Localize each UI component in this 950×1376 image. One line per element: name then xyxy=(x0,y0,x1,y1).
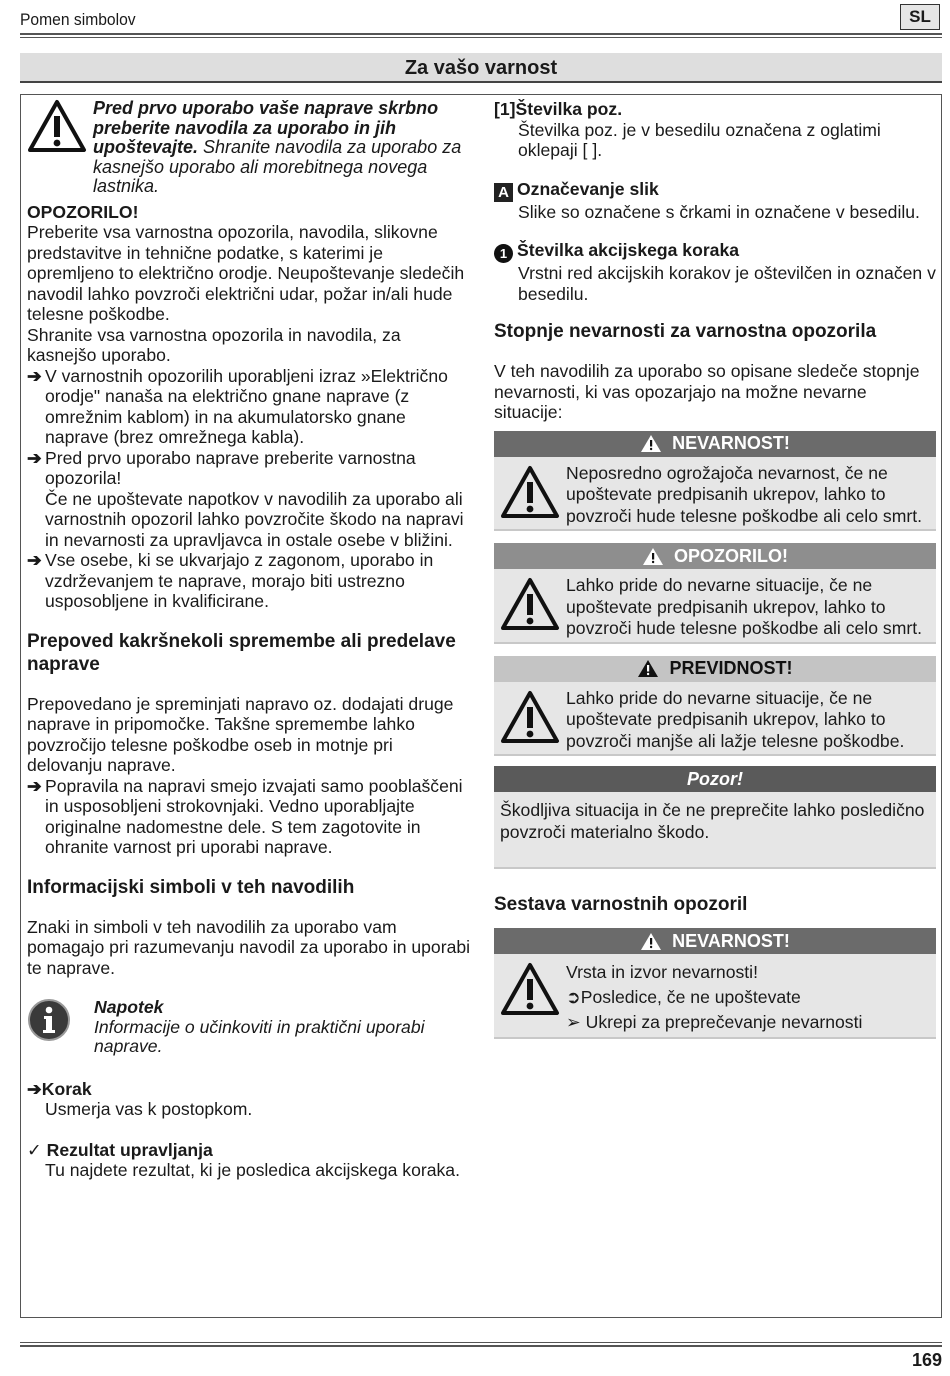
rezultat-title xyxy=(27,1140,472,1161)
warning-triangle-icon xyxy=(500,463,566,528)
korak-num-text: Vrstni red akcijskih korakov je oštevilčen in označen v besedilu. xyxy=(518,263,936,304)
list-item-text: Pred prvo uporabo naprave preberite varnostna opozorila! xyxy=(45,447,416,488)
header-rule xyxy=(20,33,942,35)
korak-title xyxy=(27,1079,472,1100)
pos-title-text: Številka poz. xyxy=(515,99,623,119)
hazard-box xyxy=(494,543,936,644)
sestava-line-3 xyxy=(566,1010,862,1035)
hazard-box-body xyxy=(494,457,936,530)
pozor-title: Pozor! xyxy=(687,768,743,789)
heading-sestava: Sestava varnostnih opozoril xyxy=(494,894,748,915)
warning-paragraph-2: Shranite vsa varnostna opozorila in navodila, za kasnejšo uporabo. xyxy=(27,324,401,365)
intro-block xyxy=(27,99,472,197)
consequence-arrow-icon: ➲ xyxy=(566,987,581,1007)
letter-a-icon: A xyxy=(494,183,513,202)
korak-num-title xyxy=(494,240,936,263)
heading-info: Informacijski simboli v teh navodilih xyxy=(27,876,355,898)
hazard-box-title: NEVARNOST! xyxy=(672,433,790,454)
heading-prepoved: Prepoved kakršnekoli spremembe ali predelave naprave xyxy=(27,630,456,675)
napotek-block xyxy=(27,998,472,1057)
warning-paragraph-1: Preberite vsa varnostna opozorila, navodila, slikovne predstavitve in tehnične podatke, s katerimi je opremljeno to električno orodje. Neupoštevanje sledečih navodil lahko povzroči električni udar, požar in/ali hude telesne poškodbe. xyxy=(27,222,465,324)
hazard-box xyxy=(494,431,936,532)
hazard-box xyxy=(494,656,936,757)
pozor-text: Škodljiva situacija in če ne preprečite lahko posledično povzroči materialno škodo. xyxy=(500,800,925,842)
hazard-box-header xyxy=(494,656,936,682)
slike-title xyxy=(494,179,936,202)
sestava-line-2-text: Posledice, če ne upoštevate xyxy=(580,987,801,1007)
list-item xyxy=(27,366,472,448)
warning-title: OPOZORILO! xyxy=(27,201,139,222)
rezultat-title-text: Rezultat upravljanja xyxy=(46,1139,213,1160)
warning-triangle-icon xyxy=(500,688,566,753)
list-item-text: Popravila na napravi smejo izvajati samo pooblaščeni in usposobljeni strokovnjaki. Vedno uporabljajte originalne nadomestne dele. S tem zagotovite in ohranite varnost pri uporabi naprave. xyxy=(45,775,463,857)
hazard-box-header xyxy=(494,431,936,457)
intro-bold: Pred prvo uporabo vaše naprave skrbno preberite navodila za uporabo in jih upoštevajte. xyxy=(93,98,439,157)
warning-small-icon xyxy=(637,659,659,678)
list-item-text: V varnostnih opozorilih uporabljeni izraz »Električno orodje" nanaša na električno gnane naprave (z omrežnim kablom) in na akumulatorsko gnane naprave (brez omrežnega kabla). xyxy=(45,365,448,447)
arrow-icon: ➔ xyxy=(27,1078,42,1099)
hazard-box-body xyxy=(494,682,936,755)
footer-rule-thick xyxy=(20,1345,942,1347)
sestava-line-3-text: Ukrepi za preprečevanje nevarnosti xyxy=(585,1012,863,1032)
info-paragraph: Znaki in simboli v teh navodilih za uporabo vam pomagajo pri razumevanju navodil za uporabo in uporabi te naprave. xyxy=(27,916,471,978)
pozor-box xyxy=(494,766,936,869)
pos-label: [1] xyxy=(494,99,516,119)
page-number: 169 xyxy=(911,1350,942,1370)
prepoved-paragraph: Prepovedano je spreminjati napravo oz. dodajati druge naprave in pripomočke. Takšne spremembe lahko povzročijo telesne poškodbe oseb in motnje pri delovanju naprave. xyxy=(27,693,454,775)
hazard-box-header xyxy=(494,543,936,569)
measure-arrow-icon: ➢ xyxy=(566,1012,581,1032)
rezultat-text: Tu najdete rezultat, ki je posledica akcijskega koraka. xyxy=(45,1160,460,1180)
pos-title xyxy=(494,99,936,120)
section-banner: Za vašo varnost xyxy=(20,53,942,83)
warning-triangle-icon xyxy=(500,575,566,640)
hazard-box-body xyxy=(494,569,936,642)
sestava-line-1: Vrsta in izvor nevarnosti! xyxy=(566,962,758,982)
left-column xyxy=(27,99,472,1181)
sestava-header xyxy=(494,928,936,954)
warning-small-icon xyxy=(642,547,664,566)
arrow-icon: ➔ xyxy=(27,550,42,570)
hazard-box-text: Neposredno ogrožajoča nevarnost, če ne upoštevate predpisanih ukrepov, lahko to povzroči hude telesne poškodbe ali celo smrt. xyxy=(566,462,922,526)
step-number-icon: 1 xyxy=(494,244,513,263)
napotek-title: Napotek xyxy=(94,997,164,1017)
korak-title-text: Korak xyxy=(41,1078,92,1099)
arrow-icon: ➔ xyxy=(27,775,42,796)
list-item-text: Če ne upoštevate napotkov v navodilih za uporabo ali varnostnih opozoril lahko povzročite škodo na napravi in nevarnosti za upravljavca in ostale osebe v bližini. xyxy=(45,488,464,550)
slike-title-text: Označevanje slik xyxy=(517,178,659,199)
warning-triangle-icon xyxy=(500,960,566,1035)
list-item-text: Vse osebe, ki se ukvarjajo z zagonom, uporabo in vzdrževanjem te naprave, morajo biti ustrezno usposobljene in kvalificirane. xyxy=(45,550,434,611)
sestava-title: NEVARNOST! xyxy=(672,930,790,951)
checkmark-icon: ✓ xyxy=(27,1139,42,1160)
header-title: Pomen simbolov xyxy=(20,10,136,29)
sestava-body xyxy=(494,954,936,1037)
hazard-box-text: Lahko pride do nevarne situacije, če ne upoštevate predpisanih ukrepov, lahko to povzroči hude telesne poškodbe ali celo smrt. xyxy=(566,575,922,638)
pos-text: Številka poz. je v besedilu označena z oglatimi oklepaji [ ]. xyxy=(518,119,881,160)
korak-num-title-text: Številka akcijskega koraka xyxy=(517,240,740,260)
list-item xyxy=(27,776,472,858)
arrow-icon: ➔ xyxy=(27,365,42,386)
hazard-box-text: Lahko pride do nevarne situacije, če ne upoštevate predpisanih ukrepov, lahko to povzroči manjše ali lažje telesne poškodbe. xyxy=(566,687,905,751)
sestava-box xyxy=(494,928,936,1039)
arrow-icon: ➔ xyxy=(27,447,42,468)
footer-rule xyxy=(20,1342,942,1343)
language-badge: SL xyxy=(900,4,940,30)
slike-text: Slike so označene s črkami in označene v besedilu. xyxy=(518,201,920,222)
napotek-text: Informacije o učinkoviti in praktični uporabi naprave. xyxy=(94,1016,425,1056)
hazard-box-title: PREVIDNOST! xyxy=(669,658,793,679)
warning-triangle-icon xyxy=(27,99,93,197)
stopnje-paragraph: V teh navodilih za uporabo so opisane sledeče stopnje nevarnosti, ki vas opozarjajo na možne nevarne situacije: xyxy=(494,361,920,422)
hazard-box-title: OPOZORILO! xyxy=(674,545,788,566)
warning-small-icon xyxy=(640,434,662,453)
sestava-line-2 xyxy=(566,985,862,1010)
korak-text: Usmerja vas k postopkom. xyxy=(45,1099,253,1119)
warning-small-icon xyxy=(640,932,662,951)
right-column xyxy=(494,99,936,1039)
list-item xyxy=(27,448,472,551)
intro-rest: Shranite navodila za uporabo za kasnejšo uporabo ali morebitnega novega lastnika. xyxy=(93,137,462,196)
info-icon xyxy=(27,998,94,1057)
pozor-header xyxy=(494,766,936,792)
intro-text xyxy=(93,99,472,197)
header-rule-thin xyxy=(20,37,942,38)
hazard-boxes xyxy=(494,431,936,757)
list-item xyxy=(27,550,472,612)
heading-stopnje: Stopnje nevarnosti za varnostna opozorila xyxy=(494,321,877,342)
